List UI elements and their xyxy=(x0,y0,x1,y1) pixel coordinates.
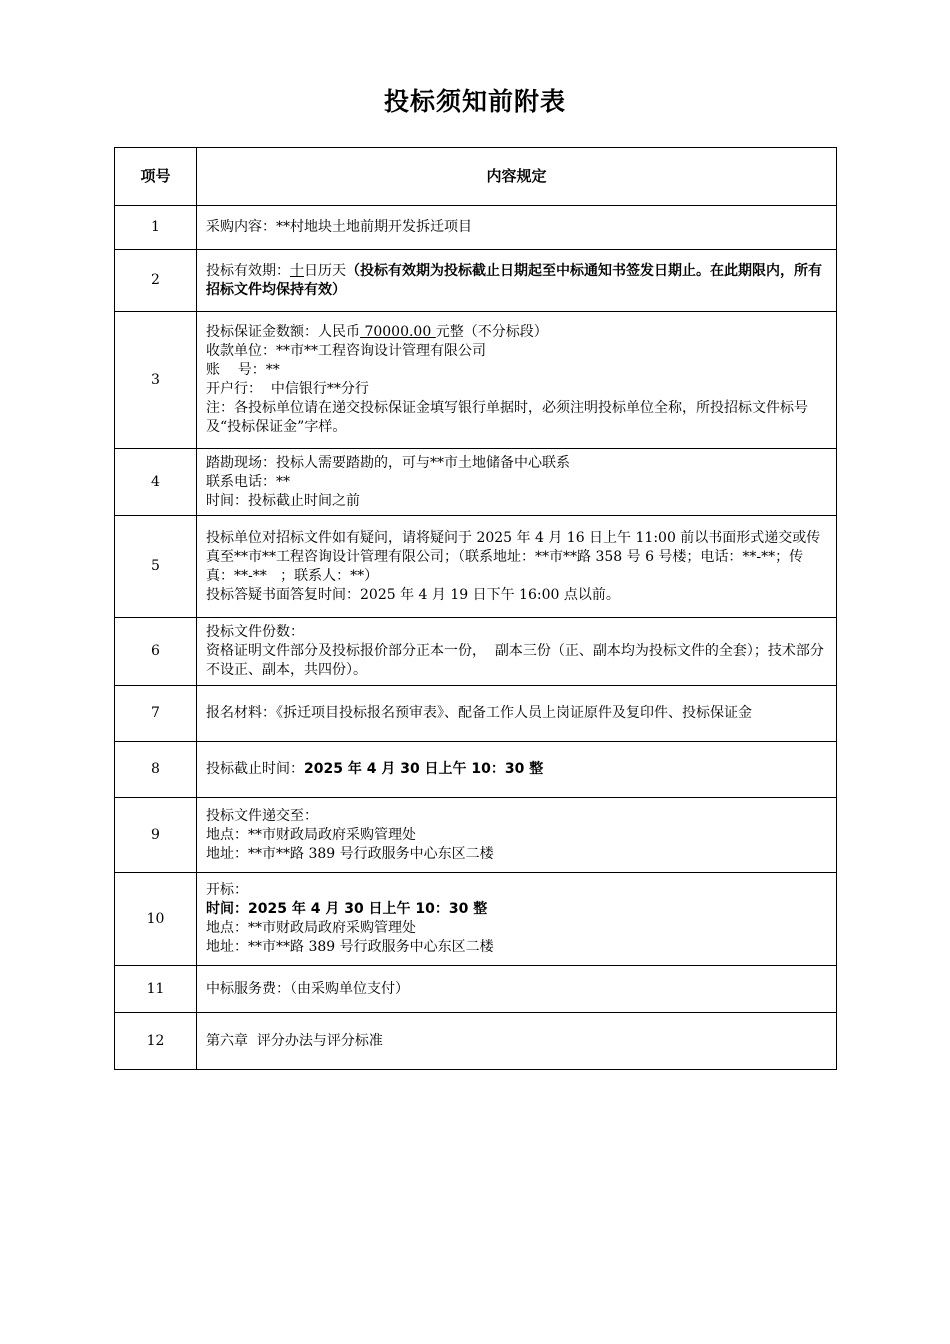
bold-text: （投标有效期为投标截止日期起至中标通知书签发日期止。在此期限内，所有招标文件均保持有效） xyxy=(206,262,822,298)
header-content: 内容规定 xyxy=(197,148,837,206)
item-number: 4 xyxy=(115,449,197,516)
item-number: 3 xyxy=(115,312,197,449)
underlined-value: 70000.00 xyxy=(360,324,436,340)
underlined-value: 十 xyxy=(290,262,304,279)
text-segment: 踏勘现场：投标人需要踏勘的，可与**市土地储备中心联系 xyxy=(206,454,570,471)
text-segment: 开标： xyxy=(206,882,248,898)
text-segment: 报名材料：《拆迁项目投标报名预审表》、配备工作人员上岗证原件及复印件、投标保证金 xyxy=(206,705,752,721)
page-title: 投标须知前附表 xyxy=(383,87,566,116)
content-line xyxy=(206,361,828,380)
bold-text: 时间：2025 年 4 月 30 日上午 10：30 整 xyxy=(206,901,488,917)
item-content xyxy=(197,1013,837,1070)
text-segment: 投标截止时间： xyxy=(206,761,304,777)
text-segment: 第六章 评分办法与评分标准 xyxy=(206,1032,383,1049)
text-segment: 地址：**市**路 389 号行政服务中心东区二楼 xyxy=(206,845,494,862)
item-content xyxy=(197,742,837,798)
item-content xyxy=(197,798,837,873)
text-segment: 采购内容：**村地块土地前期开发拆迁项目 xyxy=(206,219,472,235)
item-number: 6 xyxy=(115,618,197,686)
content-line xyxy=(206,881,828,900)
bid-notice-table xyxy=(114,147,837,1070)
text-segment: 收款单位：**市**工程咨询设计管理有限公司 xyxy=(206,343,486,359)
table-row xyxy=(115,798,837,873)
text-segment: 资格证明文件部分及投标报价部分正本一份， 副本三份（正、副本均为投标文件的全套）；技术部分不设正、副本，共四份）。 xyxy=(206,643,824,678)
content-line xyxy=(206,399,828,437)
content-line xyxy=(206,623,828,642)
content-line xyxy=(206,642,828,680)
text-segment: 地点：**市财政局政府采购管理处 xyxy=(206,920,416,936)
content-line xyxy=(206,826,828,845)
table-row xyxy=(115,1013,837,1070)
content-line xyxy=(206,492,828,511)
content-line xyxy=(206,473,828,492)
item-number: 11 xyxy=(115,966,197,1013)
item-content xyxy=(197,449,837,516)
text-segment: 开户行： 中信银行**分行 xyxy=(206,381,369,397)
text-segment: 地址：**市**路 389 号行政服务中心东区二楼 xyxy=(206,939,494,955)
content-line xyxy=(206,900,828,919)
item-number: 12 xyxy=(115,1013,197,1070)
content-line xyxy=(206,938,828,957)
table-row xyxy=(115,449,837,516)
table-row xyxy=(115,618,837,686)
content-line xyxy=(206,1032,828,1051)
content-line xyxy=(206,218,828,237)
table-header-row xyxy=(115,148,837,206)
item-content xyxy=(197,618,837,686)
content-line xyxy=(206,380,828,399)
text-segment: 元整（不分标段） xyxy=(435,324,548,340)
content-line xyxy=(206,919,828,938)
text-segment: 日历天 xyxy=(304,262,346,279)
text-segment: 投标有效期： xyxy=(206,262,290,279)
item-content xyxy=(197,516,837,618)
text-segment: 地点：**市财政局政府采购管理处 xyxy=(206,826,416,843)
item-number: 8 xyxy=(115,742,197,798)
bold-text: 2025 年 4 月 30 日上午 10：30 整 xyxy=(304,761,544,777)
text-segment: 联系电话：** xyxy=(206,473,290,490)
item-number: 9 xyxy=(115,798,197,873)
item-content xyxy=(197,873,837,966)
content-line xyxy=(206,342,828,361)
table-row xyxy=(115,312,837,449)
text-segment: 投标答疑书面答复时间：2025 年 4 月 19 日下午 16:00 点以前。 xyxy=(206,586,620,603)
content-line xyxy=(206,760,828,779)
table-row xyxy=(115,966,837,1013)
item-number: 1 xyxy=(115,206,197,250)
item-content xyxy=(197,966,837,1013)
table-body xyxy=(115,206,837,1070)
table-row xyxy=(115,873,837,966)
text-segment: 投标保证金数额：人民币 xyxy=(206,324,360,340)
content-line xyxy=(206,807,828,826)
text-segment: 注：各投标单位请在递交投标保证金填写银行单据时，必须注明投标单位全称，所投招标文件标号及“投标保证金”字样。 xyxy=(206,400,808,435)
content-line xyxy=(206,454,828,473)
table-row xyxy=(115,250,837,312)
table-row xyxy=(115,742,837,798)
table-row xyxy=(115,516,837,618)
item-content xyxy=(197,312,837,449)
text-segment: 时间：投标截止时间之前 xyxy=(206,492,360,509)
item-content xyxy=(197,686,837,742)
item-number: 10 xyxy=(115,873,197,966)
text-segment: 投标文件份数： xyxy=(206,624,304,640)
item-number: 2 xyxy=(115,250,197,312)
header-item-no: 项号 xyxy=(115,148,197,206)
item-number: 7 xyxy=(115,686,197,742)
content-line xyxy=(206,529,828,586)
content-line xyxy=(206,845,828,864)
content-line xyxy=(206,704,828,723)
table-row xyxy=(115,206,837,250)
text-segment: 账 号：** xyxy=(206,362,280,378)
text-segment: 投标文件递交至： xyxy=(206,807,318,824)
item-content xyxy=(197,250,837,312)
content-line xyxy=(206,586,828,605)
item-number: 5 xyxy=(115,516,197,618)
table-row xyxy=(115,686,837,742)
content-line xyxy=(206,980,828,999)
content-line xyxy=(206,323,828,342)
text-segment: 中标服务费：（由采购单位支付） xyxy=(206,980,409,997)
item-content xyxy=(197,206,837,250)
content-line xyxy=(206,262,828,300)
text-segment: 投标单位对招标文件如有疑问，请将疑问于 2025 年 4 月 16 日上午 11:00 前以书面形式递交或传真至**市**工程咨询设计管理有限公司；（联系地址：**市**路 358 号 6 号楼；电话：**-**；传真：**-** ；联系人：**） xyxy=(206,529,821,584)
